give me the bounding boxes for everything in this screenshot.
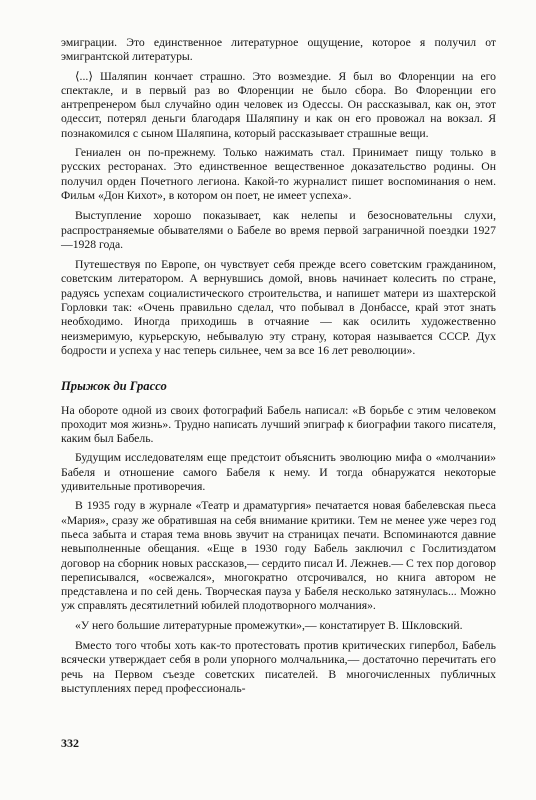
paragraph-photo-epigraph: На обороте одной из своих фотографий Бабель написал: «В борьбе с этим человеком проходит моя жизнь». Трудно написать лучший эпиграф к биографии такого писателя, каким был Бабель. xyxy=(61,403,496,446)
paragraph-chaliapin-florence: ⟨...⟩ Шаляпин кончает страшно. Это возмездие. Я был во Флоренции на его спектакле, и в первый раз во Флоренции не было сбора. Во Флоренции его антрепренером был случайно один человек из Одессы. Он рассказывал, как он, этот одессит, потерял деньги благодаря Шаляпину и как он его провожал на вокзал. Я познакомился с сыном Шаляпина, который рассказывает страшные вещи. xyxy=(61,69,496,140)
paragraph-shklovsky-quote: «У него большие литературные промежутки»,— констатирует В. Шкловский. xyxy=(75,618,463,632)
paragraph-rumors: Выступление хорошо показывает, как нелепы и безосновательны слухи, распространяемые обывателями о Бабеле во время первой заграничной поездки 1927—1928 года. xyxy=(61,209,496,251)
paragraph-congress-speech: Вместо того чтобы хоть как-то протестовать против критических гипербол, Бабель всячески утверждает себя в роли упорного молчальника,— достаточно перечитать его речь на Первом съезде советских писателей. В многочисленных публичных выступлениях перед профессиональ- xyxy=(61,638,496,695)
paragraph-emigration-end: эмиграции. Это единственное литературное ощущение, которое я получил от эмигрантской литературы. xyxy=(61,36,496,64)
paragraph-europe-travel: Путешествуя по Европе, он чувствует себя прежде всего советским гражданином, советским литератором. А вернувшись домой, вновь начинает колесить по стране, радуясь успехам социалистического строительства, и напишет матери из шахтерской Горловки так: «Очень правильно сделал, что побывал в Донбассе, край этот знать необходимо. Иногда приходишь в отчаяние — как осилить художественно неизмеримую, курьерскую, небывалую эту страну, которая называется СССР. Дух бодрости и успеха у нас теперь сильнее, чем за все 16 лет революции». xyxy=(61,258,496,357)
paragraph-play-maria: В 1935 году в журнале «Театр и драматургия» печатается новая бабелевская пьеса «Мария», сразу же обратившая на себя внимание критики. Тем не менее уже через год пьеса забыта и старая тема вновь звучит на страницах печати. Вспоминаются давние невыполненные обещания. «Еще в 1930 году Бабель заключил с Гослитиздатом договор на сборник новых рассказов,— сердито писал И. Лежнев.— С тех пор договор переписывался, «освежался», многократно отсрочивался, но книга автором не представлена и по сей день. Творческая пауза у Бабеля несколько затянулась... Можно уж справлять десятилетний юбилей плодотворного молчания». xyxy=(61,499,496,613)
page-number: 332 xyxy=(61,736,79,750)
paragraph-silence-myth: Будущим исследователям еще предстоит объяснить эволюцию мифа о «молчании» Бабеля и отношение самого Бабеля к нему. И тогда обнаружатся некоторые удивительные противоречия. xyxy=(61,451,496,494)
paragraph-chaliapin-genius: Гениален он по-прежнему. Только нажимать стал. Принимает пищу только в русских ресторанах. Это единственное вещественное доказательство родины. Он получил орден Почетного легиона. Какой-то журналист пишет воспоминания о нем. Фильм «Дон Кихот», в котором он поет, не имеет успеха». xyxy=(61,146,496,202)
section-title: Прыжок ди Грассо xyxy=(61,379,167,394)
